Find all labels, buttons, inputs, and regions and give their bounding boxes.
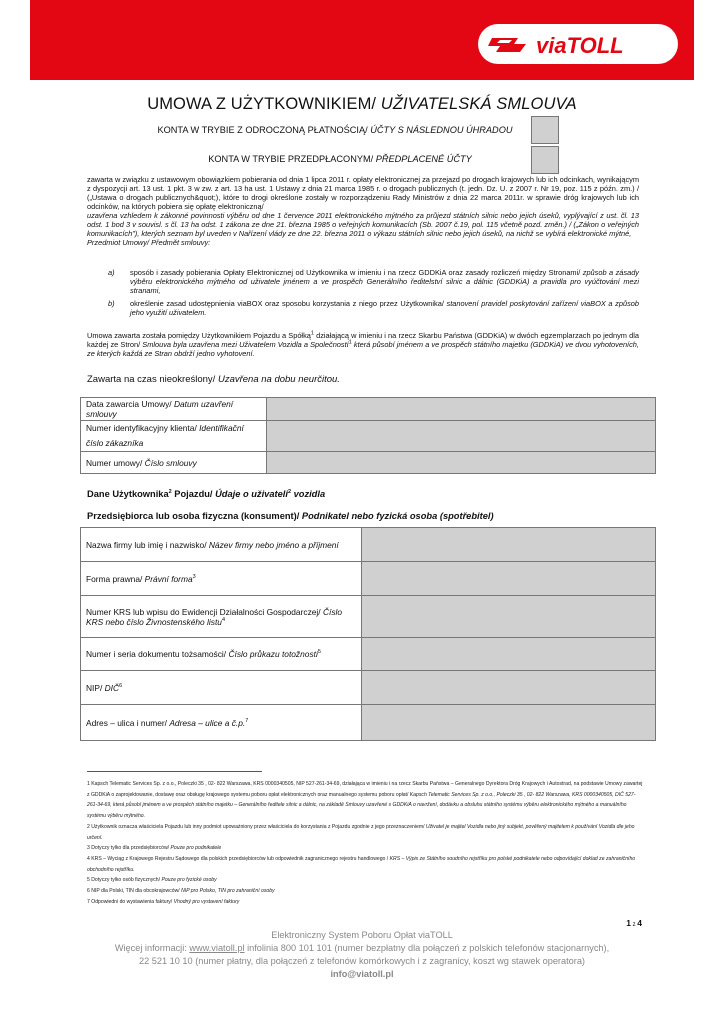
- contract-date-field[interactable]: [267, 398, 656, 421]
- email-link[interactable]: info@viatoll.pl: [330, 969, 394, 979]
- konto-prepaid-label: KONTA W TRYBIE PRZEDPŁACONYM/ PŘEDPLACENÉ ÚČTY: [208, 154, 472, 164]
- client-id-field[interactable]: [267, 421, 656, 452]
- company-name-label: Nazwa firmy lub imię i nazwisko/ Název firmy nebo jméno a příjmení: [81, 528, 362, 562]
- contract-number-label: Numer umowy/ Číslo smlouvy: [81, 452, 267, 474]
- intro-paragraph: zawarta w związku z ustawowym obowiązkiem pobierania od dnia 1 lipca 2011 r. opłaty elektronicznej za przejazd po drogach krajowych lub ich odcinkach, wynikającym z dyspozycji art. 13 ust. 1 pkt. 3 w zw. z art. 13 ha ust. 1 Ustawy z dnia 21 marca 1985 r. o drogach publicznych (t. jedn. Dz. U. z 2007 r. Nr 19, poz. 115 z późn. zm.) / („Ustawa o drogach publicznych&quot;), które to drogi określone zostały w rozporządzeniu Rady Ministrów z dnia 22 marca 2011r. w sprawie dróg krajowych lub ich odcinków, na których pobiera się opłatę elektroniczną/ uzavřena vzhledem k zákonné povinnosti výběru od dne 1 července 2011 elektronického mýtného za průjezd státních silnic nebo jejich úseků, vyplývající z ust. čl. 13 odst. 1 bod 3 v souvisl. s čl. 13 ha odst. 1 zákona ze dne 21. března 1985 o veřejných komunikacích (Sb. 2007 č.19, pol. 115 včetně pozd. změn.) / („Zákon o veřejných komunikacích"), kterých seznam byl uveden v Nařízení vlády ze dne 22. března 2011 o výkazu státních silnic nebo jejich úseků, na nichž se vybírá elektronické mýtné, Przedmiot Umowy/ Předmět smlouvy:: [87, 175, 639, 247]
- footnote: 2 Użytkownik oznacza właściciela Pojazdu lub inny podmiot upoważniony przez właściciela do korzystania z Pojazdu zgodnie z jego przeznaczeniem/ Uživatel je majitel Vozidla nebo jiný subjekt, pověřený majitelem k používání Vozidla dle jeho určení.: [87, 823, 635, 841]
- page-title: UMOWA Z UŻYTKOWNIKIEM/ UŽIVATELSKÁ SMLOUVA: [147, 95, 577, 113]
- section-user-heading: Dane Użytkownika$^2$ Pojazdu/ Údaje o uživateli$^2$ vozidla: [87, 488, 326, 499]
- contract-table: [80, 397, 656, 474]
- table-row: [81, 596, 656, 638]
- table-row: [81, 528, 656, 562]
- parties-paragraph: Umowa zawarta została pomiędzy Użytkownikiem Pojazdu a Spółką$^1$ działającą w imieniu i na rzecz Skarbu Państwa (GDDKiA) w dwóch egzemplarzach po jednym dla każdej ze Stron/ Smlouva byla uzavřena mezi Uživatelem Vozidla a Společností$^1$ která působí jménem a ve prospěch státního majetku (GDDKiA) ve dvou vyhotoveních, ze kterých každá ze Stran obdrží jedno vyhotovení.: [87, 330, 639, 358]
- footnote: 5 Dotyczy tylko osób fizycznych/ Pouze pro fyzické osoby: [87, 877, 217, 884]
- nip-label: NIP/ DIČ$^6$: [81, 671, 362, 705]
- viatoll-logo: [478, 24, 678, 64]
- table-row: [81, 671, 656, 705]
- page-footer: [0, 929, 724, 981]
- footer-phone: 22 521 10 10 (numer płatny, dla połączeń z telefonów komórkowych i z zagranicy, koszt wg stawek operatora): [139, 956, 585, 966]
- website-link[interactable]: www.viatoll.pl: [189, 943, 245, 953]
- konto-deferred-checkbox[interactable]: [531, 116, 559, 144]
- list-item: b) określenie zasad udostępnienia viaBOX oraz sposobu korzystania z niego przez Użytkownika/ stanovení pravidel poskytování zařízení viaBOX a způsob jeho využití uživatelem.: [108, 299, 639, 317]
- company-name-field[interactable]: [362, 528, 656, 562]
- table-row: [81, 421, 656, 452]
- footer-title: Elektroniczny System Poboru Opłat viaTOLL: [271, 930, 453, 940]
- nip-field[interactable]: [362, 671, 656, 705]
- user-data-table: [80, 527, 656, 741]
- legal-form-field[interactable]: [362, 562, 656, 596]
- footer-info: Więcej informacji: www.viatoll.pl infolinia 800 101 101 (numer bezpłatny dla połączeń z polskich telefonów stacjonarnych),: [114, 943, 610, 953]
- footnote: 7 Odpowiedni do wystawienia faktury/ Vhodný pro vystavení faktury: [87, 898, 240, 905]
- address-field[interactable]: [362, 705, 656, 741]
- table-row: [81, 638, 656, 671]
- page-number: 1 z 4: [626, 918, 642, 928]
- table-row: [81, 705, 656, 741]
- footnote: 6 NIP dla Polski, TIN dla obcokrajowców/ NIP pro Polsko, TIN pro zahraniční osoby: [87, 888, 275, 895]
- konto-prepaid-checkbox[interactable]: [531, 146, 559, 174]
- contract-date-label: Data zawarcia Umowy/ Datum uzavření smlouvy: [81, 398, 267, 421]
- client-id-label: Numer identyfikacyjny klienta/ Identifikační číslo zákazníka: [81, 421, 267, 452]
- footnote: 3 Dotyczy tylko dla przedsiębiorców/ Pouze pro podnikatele: [87, 845, 222, 852]
- footnote: 1 Kapsch Telematic Services Sp. z o.o., Poleczki 35 , 02- 822 Warszawa, KRS 0000340505, NIP 527-261-34-69, działająca w imieniu i na rzecz Skarbu Państwa – Generalnego Dyrektora Dróg Krajowych i Autostrad, na podstawie Umowy zawartej z GDDKiA o zaprojektowanie, dostawę oraz obsługę krajowego systemu poboru opłat elektronicznych oraz manualnego systemu poboru opłat/ Kapsch Telematic Services Sp. z o.o., Poleczki 35 , 02- 822 Warszawa, KRS 0000340505, DIČ 527-261-34-69, která působí jménem a ve prospěch státního majetku – Generálního ředitele silnic a dálnic, na základě Smlouvy uzavřené s GDDKiA o navržení, dodávku a obsluhu státního systému výběru elektronického mýtného a manuálního systému výběru mýtného.: [87, 781, 643, 820]
- contract-number-field[interactable]: [267, 452, 656, 474]
- list-item: a) sposób i zasady pobierania Opłaty Elektronicznej od Użytkownika w imieniu i na rzecz GDDKiA oraz zasady rozliczeń między Stronami/ způsob a zásady výběru elektronického mýtného od uživatele jménem a ve prospěch Generálního ředitelství silnic a dálnic (GDDKiA) a pravidla pro vyúčtování mezi stranami,: [108, 268, 640, 295]
- krs-number-label: Numer KRS lub wpisu do Ewidencji Działalności Gospodarczej/ Číslo KRS nebo číslo Živnostenského listu$^4$: [81, 596, 362, 638]
- id-document-label: Numer i seria dokumentu tożsamości/ Číslo průkazu totožnosti$^5$: [81, 638, 362, 671]
- footnotes: [87, 779, 643, 907]
- logo-text: viaTOLL: [536, 33, 624, 58]
- duration-text: Zawarta na czas nieokreślony/ Uzavřena na dobu neurčitou.: [87, 374, 340, 385]
- legal-form-label: Forma prawna/ Právní forma$^3$: [81, 562, 362, 596]
- konto-deferred-label: KONTA W TRYBIE Z ODROCZONĄ PŁATNOŚCIĄ/ ÚČTY S NÁSLEDNOU ÚHRADOU: [157, 125, 513, 135]
- table-row: [81, 452, 656, 474]
- table-row: [81, 562, 656, 596]
- address-label: Adres – ulica i numer/ Adresa – ulice a č.p.$^7$: [81, 705, 362, 741]
- section-entrepreneur-heading: Przedsiębiorca lub osoba fizyczna (konsument)/ Podnikatel nebo fyzická osoba (spotřebitel): [87, 511, 494, 521]
- table-row: [81, 398, 656, 421]
- footnote-divider: [87, 771, 262, 772]
- footnote: 4 KRS – Wyciąg z Krajowego Rejestru Sądowego dla polskich przedsiębiorców lub odpowiednik zagranicznego rejestru handlowego / KRS – Výpis ze Státního soudního rejstříku pro polské podnikatele nebo odpovídající doklad ze zahraničního obchodního rejstříku.: [87, 855, 636, 873]
- krs-number-field[interactable]: [362, 596, 656, 638]
- id-document-field[interactable]: [362, 638, 656, 671]
